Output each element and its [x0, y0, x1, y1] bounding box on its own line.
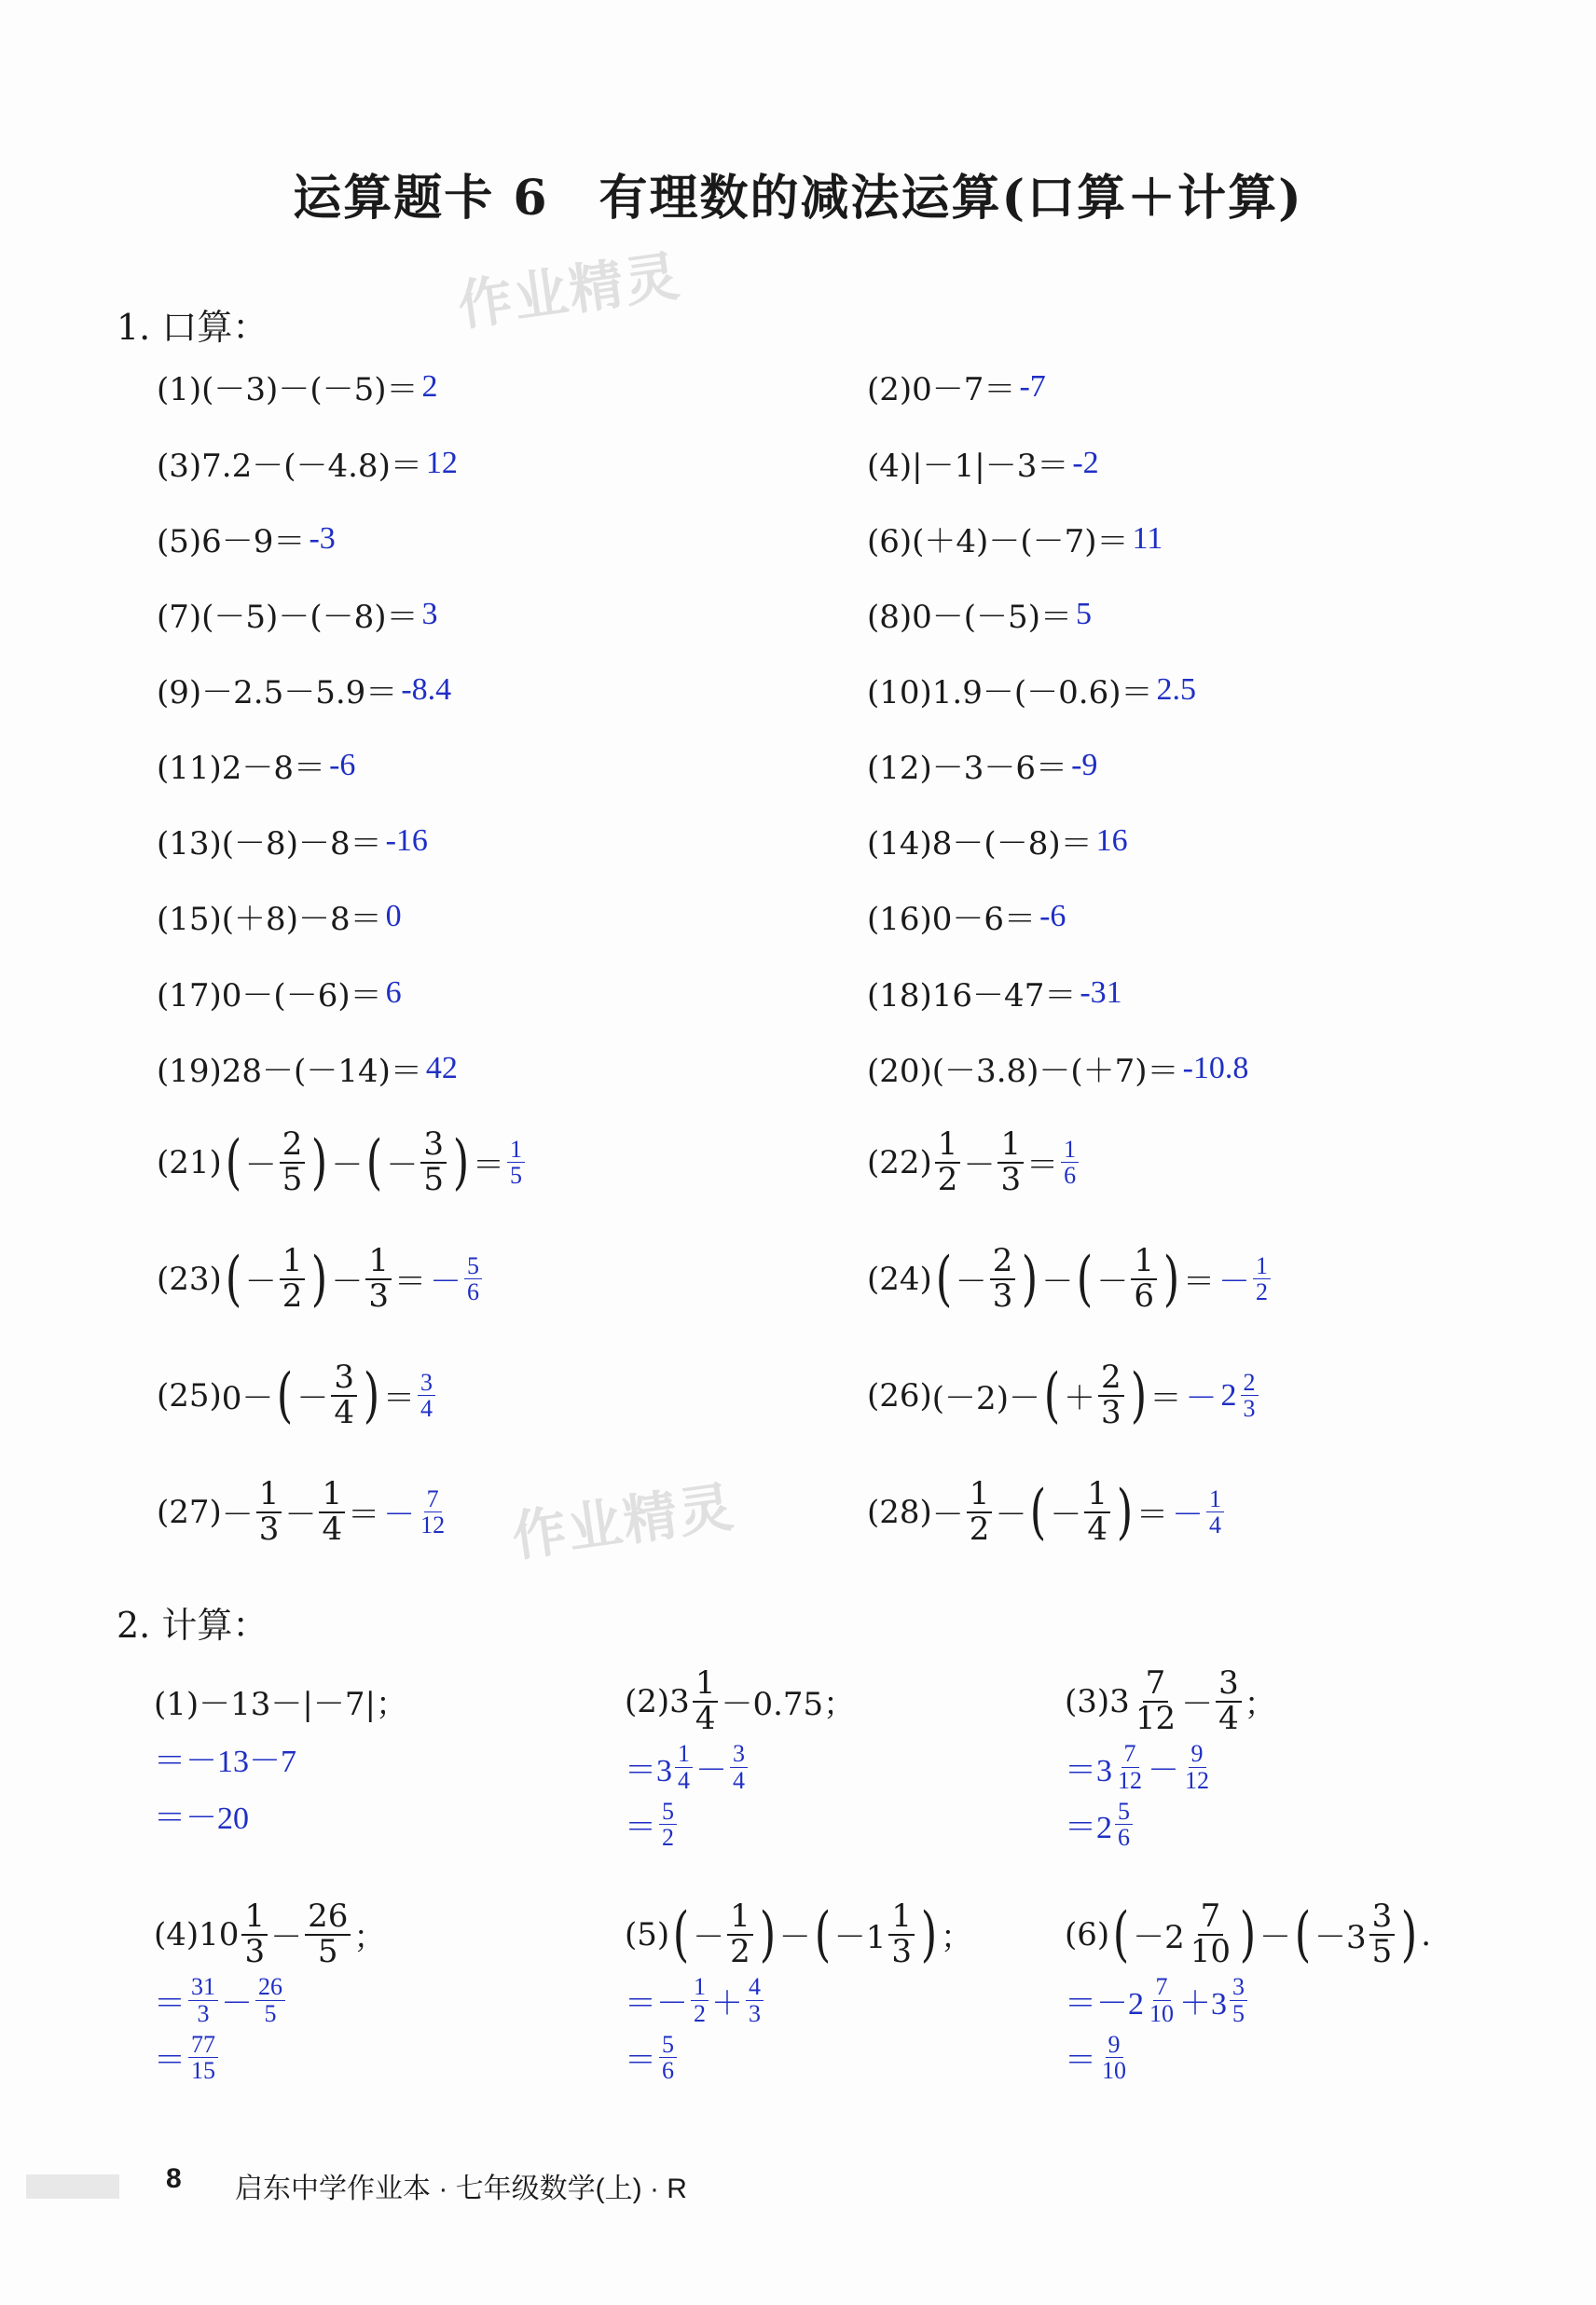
answer: $\frac{1}{4}$ [1206, 1486, 1224, 1539]
answer: -7 [1019, 368, 1046, 404]
oral-item: (19)28－(－14)＝ 42 [157, 1050, 458, 1090]
page-footer [0, 2163, 1596, 2219]
answer: -10.8 [1182, 1050, 1249, 1085]
answer: -2 [1072, 445, 1099, 480]
oral-item: (20)(－3.8)－(＋7)＝ -10.8 [867, 1050, 1249, 1090]
answer: -31 [1080, 974, 1122, 1010]
oral-item: (12)－3－6＝ -9 [867, 747, 1098, 787]
oral-item: (18)16－47＝ -31 [867, 974, 1122, 1014]
oral-item-24: (24) ( － $\frac{2}{3}$ ) － ( － $\frac{1}{6}$ ) ＝ － $\frac{1}{2}$ [867, 1245, 1273, 1313]
oral-item: (9)－2.5－5.9＝ -8.4 [157, 671, 452, 711]
oral-item: (15)(＋8)－8＝ 0 [157, 898, 402, 938]
oral-item-22: (22) $\frac{1}{2}$ － $\frac{1}{3}$ ＝ $\frac{1}{6}$ [867, 1128, 1081, 1196]
book-title: 启东中学作业本 · 七年级数学(上) · R [235, 2174, 687, 2204]
oral-item: (13)(－8)－8＝ -16 [157, 822, 428, 863]
oral-item: (8)0－(－5)＝ 5 [867, 596, 1092, 636]
answer: 3 [421, 596, 438, 631]
answer: $\frac{2}{3}$ [1241, 1370, 1259, 1422]
oral-item: (4)|－1|－3＝ -2 [867, 445, 1099, 485]
answer: 0 [385, 898, 402, 933]
answer: -6 [329, 747, 356, 782]
answer: 16 [1095, 822, 1128, 858]
watermark: 作业精灵 [508, 1474, 739, 1569]
page-number: 8 [166, 2163, 182, 2194]
oral-item: (7)(－5)－(－8)＝ 3 [157, 596, 438, 636]
oral-item-23: (23) ( － $\frac{1}{2}$ ) － $\frac{1}{3}$ ＝ － $\frac{5}{6}$ [157, 1245, 485, 1313]
calc-item-3: (3) 3 $\frac{7}{12}$ － $\frac{3}{4}$ ； ＝3 $\frac{7}{12}$ － $\frac{9}{12}$ ＝2 $\frac{5}{6}$ [1065, 1664, 1276, 1852]
watermark: 作业精灵 [454, 243, 685, 338]
answer: 2 [421, 368, 438, 404]
answer: $\frac{1}{2}$ [1253, 1253, 1271, 1305]
oral-item: (14)8－(－8)＝ 16 [867, 822, 1128, 863]
answer: 2.5 [1156, 671, 1196, 707]
answer: $\frac{1}{6}$ [1061, 1137, 1079, 1189]
answer: $\frac{7}{12}$ [420, 1484, 446, 1539]
answer: 6 [385, 974, 402, 1010]
answer: 11 [1132, 520, 1163, 556]
oral-item-21: (21) ( － $\frac{2}{5}$ ) － ( － $\frac{3}{5}$ ) ＝ $\frac{1}{5}$ [157, 1128, 528, 1196]
oral-item: (6)(＋4)－(－7)＝ 11 [867, 520, 1163, 560]
page-title: 运算题卡 6 有理数的减法运算(口算＋计算) [293, 170, 1303, 227]
oral-item: (10)1.9－(－0.6)＝ 2.5 [867, 671, 1196, 711]
oral-item: (3)7.2－(－4.8)＝ 12 [157, 445, 458, 485]
section-calc-heading: 2. 计算： [117, 1605, 268, 1646]
oral-item: (11)2－8＝ -6 [157, 747, 356, 787]
oral-item-27: (27) － $\frac{1}{3}$ － $\frac{1}{4}$ ＝ － $\frac{7}{12}$ [157, 1478, 450, 1546]
oral-item: (5)6－9＝ -3 [157, 520, 336, 560]
footer-bar [26, 2174, 119, 2199]
answer: 5 [1075, 596, 1092, 631]
answer: -16 [385, 822, 428, 858]
answer: -8.4 [401, 671, 452, 707]
calc-item-2: (2) 3 $\frac{1}{4}$ －0.75； ＝3 $\frac{1}{4}$ － $\frac{3}{4}$ ＝ $\frac{5}{2}$ [625, 1664, 856, 1852]
answer: 42 [425, 1050, 458, 1085]
calc-item-5: (5) ( － $\frac{1}{2}$ ) － ( －1 $\frac{1}{3}$ ) ； ＝－ $\frac{1}{2}$ ＋ $\frac{4}{3}$ ＝ $\frac{5}{6}$ [625, 1898, 972, 2085]
calc-item-6: (6) ( －2 $\frac{7}{10}$ ) － ( －3 $\frac{3}{5}$ ) . ＝－2 $\frac{7}{10}$ ＋3 $\frac{3}{5}$ ＝ $\frac{9}{10}$ [1065, 1898, 1432, 2085]
oral-item: (1)(－3)－(－5)＝ 2 [157, 368, 438, 408]
answer: $\frac{5}{6}$ [464, 1253, 482, 1305]
oral-item-28: (28) － $\frac{1}{2}$ － ( － $\frac{1}{4}$ ) ＝ － $\frac{1}{4}$ [867, 1478, 1227, 1546]
answer: -6 [1039, 898, 1066, 933]
calc-item-1: (1)－13－|－7|； ＝－13－7 ＝－20 [154, 1686, 407, 1836]
calc-item-4: (4) 10 $\frac{1}{3}$ － $\frac{26}{5}$ ； ＝ $\frac{31}{3}$ － $\frac{26}{5}$ ＝ $\frac{77}{15}$ [154, 1898, 386, 2085]
oral-item: (17)0－(－6)＝ 6 [157, 974, 402, 1014]
answer: $\frac{1}{5}$ [507, 1137, 525, 1189]
oral-item: (2)0－7＝ -7 [867, 368, 1046, 408]
answer: $\frac{3}{4}$ [418, 1370, 435, 1422]
oral-item-25: (25) 0－ ( － $\frac{3}{4}$ ) ＝ $\frac{3}{4}$ [157, 1361, 438, 1429]
answer: -9 [1071, 747, 1098, 782]
answer: -3 [309, 520, 336, 556]
section-oral-heading: 1. 口算： [117, 307, 268, 348]
oral-item-26: (26) (－2)－ ( ＋ $\frac{2}{3}$ ) ＝ － 2 $\frac{2}{3}$ [867, 1361, 1261, 1429]
oral-item: (16)0－6＝ -6 [867, 898, 1066, 938]
answer: 12 [425, 445, 458, 480]
